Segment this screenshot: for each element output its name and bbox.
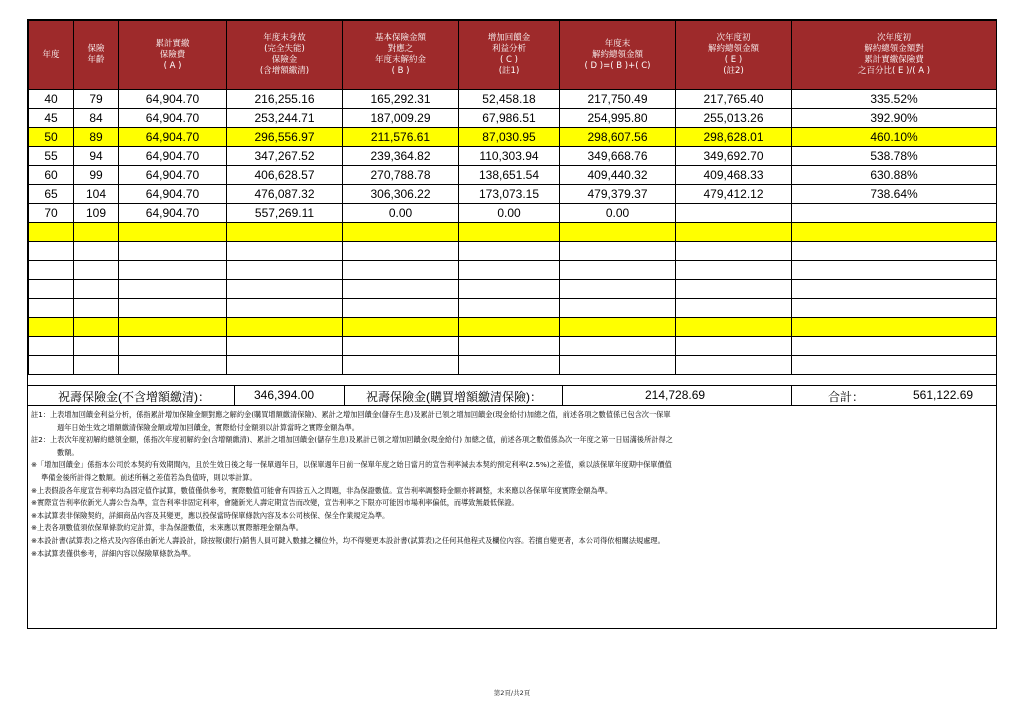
table-cell: 738.64%	[792, 185, 997, 204]
table-cell	[560, 261, 676, 280]
table-cell	[792, 242, 997, 261]
table-cell: 64,904.70	[119, 204, 227, 223]
column-header-line: (含增額繳清)	[259, 66, 310, 76]
table-cell	[792, 204, 997, 223]
table-cell	[119, 261, 227, 280]
summary-value-increment: 214,728.69	[645, 388, 706, 402]
table-cell	[119, 280, 227, 299]
table-cell: 239,364.82	[343, 147, 459, 166]
table-cell: 84	[74, 109, 119, 128]
table-body	[29, 90, 997, 375]
table-cell	[74, 299, 119, 318]
table-cell: 0.00	[343, 204, 459, 223]
table-cell	[676, 261, 792, 280]
table-cell	[74, 337, 119, 356]
page-footer: 第2頁/共2頁	[493, 689, 531, 697]
column-header-line: 對應之	[387, 44, 414, 54]
table-cell: 94	[74, 147, 119, 166]
column-header-line: (完全失能)	[264, 44, 305, 54]
column-header-line: 解約總領金額	[707, 44, 759, 54]
table-cell	[459, 356, 560, 375]
table-cell	[227, 242, 343, 261]
note-line: ※本試算表非保險契約，詳細商品內容及其變更，應以投保當時保單條款內容及本公司核保、保全作業規定為準。	[31, 510, 390, 520]
table-cell: 89	[74, 128, 119, 147]
table-cell: 253,244.71	[227, 109, 343, 128]
table-cell	[227, 318, 343, 337]
table-cell: 67,986.51	[459, 109, 560, 128]
note-line: ※本試算表僅供參考，詳細內容以保險單條款為準。	[31, 548, 196, 558]
column-header-line: 解約總領金額	[591, 49, 643, 60]
column-header	[119, 21, 227, 90]
column-header-line: 基本保險金額	[374, 33, 426, 43]
table-cell	[343, 242, 459, 261]
notes-section	[31, 409, 993, 560]
table-cell: 70	[29, 204, 74, 223]
table-header-row	[29, 21, 997, 90]
table-row	[29, 261, 997, 280]
column-header-line: 保險費	[159, 49, 186, 60]
table-cell: 173,073.15	[459, 185, 560, 204]
table-cell	[792, 299, 997, 318]
table-cell	[227, 299, 343, 318]
table-cell: 557,269.11	[227, 204, 343, 223]
table-row	[29, 109, 997, 128]
table-cell	[560, 299, 676, 318]
table-cell	[29, 280, 74, 299]
table-cell	[676, 280, 792, 299]
column-header-line: (註2)	[723, 66, 744, 76]
note-line: 準備金後所計得之數額。前述所稱之差值若為負值時，則以零計算。	[41, 472, 257, 482]
table-cell	[792, 223, 997, 242]
note-line: ※本設計書(試算表)之格式及內容係由新光人壽設計，除按報(銀行)銷售人員可鍵入數據之欄位外，均不得變更本設計書(試算表)之任何其他程式及欄位內容。若擅自變更者，本公司得依相關法規處理。	[31, 535, 665, 545]
table-cell	[227, 356, 343, 375]
note-line: ※上表各項數值須依保單條款約定計算，非為保證數值，未來應以實際辦理金額為準。	[31, 523, 303, 533]
table-cell	[560, 223, 676, 242]
table-cell: 64,904.70	[119, 147, 227, 166]
table-cell	[343, 261, 459, 280]
table-cell	[29, 318, 74, 337]
table-cell	[74, 280, 119, 299]
table-cell: 479,379.37	[560, 185, 676, 204]
note-line: 數額。	[57, 447, 79, 457]
note-line: ※實際宣告利率依新光人壽公告為準，宣告利率非固定利率，會隨新光人壽定期宣告而改變，宣告利率之下限亦可能因市場利率偏低，而導致無最低保證。	[31, 498, 519, 508]
column-header-line: 次年度初	[716, 33, 751, 43]
table-cell: 0.00	[459, 204, 560, 223]
table-cell	[560, 356, 676, 375]
table-cell: 60	[29, 166, 74, 185]
table-cell: 55	[29, 147, 74, 166]
summary-divider	[344, 386, 345, 405]
table-cell: 64,904.70	[119, 90, 227, 109]
table-cell: 217,765.40	[676, 90, 792, 109]
summary-divider	[562, 386, 563, 405]
column-header-line: 累計實繳保險費	[864, 55, 924, 65]
column-header-line: 增加回饋金	[487, 33, 531, 43]
table-cell: 298,628.01	[676, 128, 792, 147]
table-cell: 216,255.16	[227, 90, 343, 109]
column-header-line: ( C )	[500, 55, 518, 65]
table-cell	[119, 223, 227, 242]
table-row	[29, 185, 997, 204]
table-cell	[792, 261, 997, 280]
table-cell	[560, 242, 676, 261]
table-cell: 349,668.76	[560, 147, 676, 166]
column-header-line: 解約總領金額對	[864, 44, 924, 54]
table-cell	[74, 261, 119, 280]
table-cell	[29, 223, 74, 242]
table-cell	[74, 242, 119, 261]
summary-value-total: 561,122.69	[913, 388, 974, 402]
table-cell: 45	[29, 109, 74, 128]
table-cell	[29, 242, 74, 261]
table-row	[29, 337, 997, 356]
table-cell: 138,651.54	[459, 166, 560, 185]
table-cell: 165,292.31	[343, 90, 459, 109]
table-row	[29, 166, 997, 185]
note-line: 註2：上表次年度初解約總領金額，係指次年度初解約金(含增額繳清)、累計之增加回饋金(儲存生息)及累計已領之增加回饋金(現金給付) 加總之值，前述各項之數值係為次一年度之第一日屆滿後所計得之	[31, 435, 673, 445]
summary-divider	[234, 386, 235, 405]
note-line: ※「增加回饋金」係指本公司於本契約有效期間內，且於生效日後之每一保單週年日，以保單週年日前一保單年度之始日當月的宣告利率減去本契約預定利率(2.5%)之差值，乘以該保單年度期中保單價值	[31, 460, 672, 470]
table-cell	[343, 299, 459, 318]
table-cell	[29, 337, 74, 356]
table-cell: 270,788.78	[343, 166, 459, 185]
table-cell	[676, 318, 792, 337]
table-cell: 255,013.26	[676, 109, 792, 128]
column-header-line: 保險	[87, 44, 105, 54]
column-header	[560, 21, 676, 90]
illustration-sheet	[27, 19, 997, 629]
table-row	[29, 318, 997, 337]
table-cell	[29, 261, 74, 280]
table-cell	[792, 280, 997, 299]
table-cell	[74, 223, 119, 242]
table-cell	[792, 337, 997, 356]
table-cell: 109	[74, 204, 119, 223]
summary-row	[28, 385, 996, 406]
table-cell: 40	[29, 90, 74, 109]
table-row	[29, 128, 997, 147]
column-header	[676, 21, 792, 90]
column-header-line: 之百分比( E )/( A )	[857, 66, 931, 76]
table-cell: 298,607.56	[560, 128, 676, 147]
column-header-line: 年度末解約金	[374, 55, 426, 65]
summary-label-total: 合計：	[828, 390, 865, 404]
table-cell: 104	[74, 185, 119, 204]
table-cell	[343, 223, 459, 242]
table-cell: 479,412.12	[676, 185, 792, 204]
table-cell	[29, 299, 74, 318]
table-cell: 0.00	[560, 204, 676, 223]
table-cell	[560, 280, 676, 299]
column-header-line: 年齡	[87, 55, 105, 65]
note-line: 週年日始生效之增額繳清保險金額或增加回饋金，實際給付金額須以計算當時之實際金額為準。	[57, 422, 359, 432]
table-cell: 254,995.80	[560, 109, 676, 128]
table-cell: 110,303.94	[459, 147, 560, 166]
table-cell	[343, 280, 459, 299]
table-cell	[676, 299, 792, 318]
column-header	[74, 21, 119, 90]
table-cell: 409,440.32	[560, 166, 676, 185]
table-cell	[343, 356, 459, 375]
column-header-line: 年度末	[604, 38, 631, 49]
table-cell: 52,458.18	[459, 90, 560, 109]
column-header-line: 累計實繳	[155, 38, 190, 49]
table-cell	[119, 318, 227, 337]
table-row	[29, 204, 997, 223]
table-cell: 64,904.70	[119, 109, 227, 128]
summary-divider	[791, 386, 792, 405]
table-cell	[29, 356, 74, 375]
table-cell	[343, 337, 459, 356]
table-row	[29, 299, 997, 318]
column-header-line: 次年度初	[876, 33, 911, 43]
table-cell	[227, 223, 343, 242]
table-row	[29, 242, 997, 261]
table-cell	[459, 280, 560, 299]
table-cell	[74, 318, 119, 337]
table-cell: 306,306.22	[343, 185, 459, 204]
table-row	[29, 280, 997, 299]
table-cell: 347,267.52	[227, 147, 343, 166]
table-cell: 50	[29, 128, 74, 147]
table-row	[29, 223, 997, 242]
table-cell	[676, 337, 792, 356]
table-cell: 335.52%	[792, 90, 997, 109]
table-cell	[676, 204, 792, 223]
note-line: 註1：上表增加回饋金利益分析，係指累計增加保險金額對應之解約金(購買增額繳清保險)、累計之增加回饋金(儲存生息)及累計已領之增加回饋金(現金給付)加總之值，前述各項之數值係已包含次一保單	[31, 410, 671, 419]
table-cell	[74, 356, 119, 375]
column-header-line: 年度	[42, 49, 60, 60]
table-cell	[560, 337, 676, 356]
table-cell: 630.88%	[792, 166, 997, 185]
table-cell	[119, 242, 227, 261]
column-header-line: ( B )	[391, 66, 410, 76]
table-cell	[676, 223, 792, 242]
table-cell	[792, 318, 997, 337]
table-row	[29, 147, 997, 166]
table-cell: 65	[29, 185, 74, 204]
table-row	[29, 90, 997, 109]
column-header-line: ( E )	[724, 55, 743, 65]
table-cell: 87,030.95	[459, 128, 560, 147]
column-header-line: 年度末身故	[263, 33, 306, 43]
column-header	[227, 21, 343, 90]
table-cell: 296,556.97	[227, 128, 343, 147]
table-cell	[676, 356, 792, 375]
summary-value-non-increment: 346,394.00	[254, 388, 315, 402]
table-cell: 460.10%	[792, 128, 997, 147]
summary-label-increment: 祝壽保險金(購買增額繳清保險)：	[366, 390, 542, 404]
table-cell: 406,628.57	[227, 166, 343, 185]
table-cell: 538.78%	[792, 147, 997, 166]
table-cell	[459, 261, 560, 280]
table-cell	[459, 337, 560, 356]
table-cell: 211,576.61	[343, 128, 459, 147]
table-cell: 392.90%	[792, 109, 997, 128]
table-cell: 187,009.29	[343, 109, 459, 128]
table-cell	[343, 318, 459, 337]
table-cell	[119, 299, 227, 318]
table-cell	[459, 242, 560, 261]
table-cell: 409,468.33	[676, 166, 792, 185]
table-cell	[792, 356, 997, 375]
table-cell	[560, 318, 676, 337]
table-cell: 349,692.70	[676, 147, 792, 166]
table-cell	[459, 223, 560, 242]
table-cell	[459, 318, 560, 337]
table-cell	[227, 280, 343, 299]
table-cell: 64,904.70	[119, 166, 227, 185]
column-header-line: ( A )	[163, 60, 182, 71]
table-row	[29, 356, 997, 375]
illustration-table	[28, 20, 997, 375]
table-cell: 476,087.32	[227, 185, 343, 204]
column-header	[29, 21, 74, 90]
column-header-line: (註1)	[498, 66, 520, 76]
table-cell	[459, 299, 560, 318]
summary-label-non-increment: 祝壽保險金(不含增額繳清)：	[58, 390, 210, 404]
table-cell: 64,904.70	[119, 185, 227, 204]
table-cell	[227, 261, 343, 280]
table-cell	[227, 337, 343, 356]
column-header	[459, 21, 560, 90]
table-cell: 217,750.49	[560, 90, 676, 109]
table-cell	[119, 356, 227, 375]
column-header	[343, 21, 459, 90]
table-cell	[676, 242, 792, 261]
table-cell: 79	[74, 90, 119, 109]
column-header-line: 利益分析	[491, 44, 526, 54]
table-cell	[119, 337, 227, 356]
note-line: ※上表假設各年度宣告利率均為固定值作試算，數值僅供參考，實際數值可能會有四捨五入之問題，非為保證數值。宣告利率調整時金額亦將調整，未來應以各保單年度實際金額為準。	[31, 485, 613, 495]
table-cell: 64,904.70	[119, 128, 227, 147]
table-cell: 99	[74, 166, 119, 185]
column-header-line: ( D )=( B )+( C)	[584, 60, 651, 71]
column-header-line: 保險金	[271, 55, 298, 65]
column-header	[792, 21, 997, 90]
